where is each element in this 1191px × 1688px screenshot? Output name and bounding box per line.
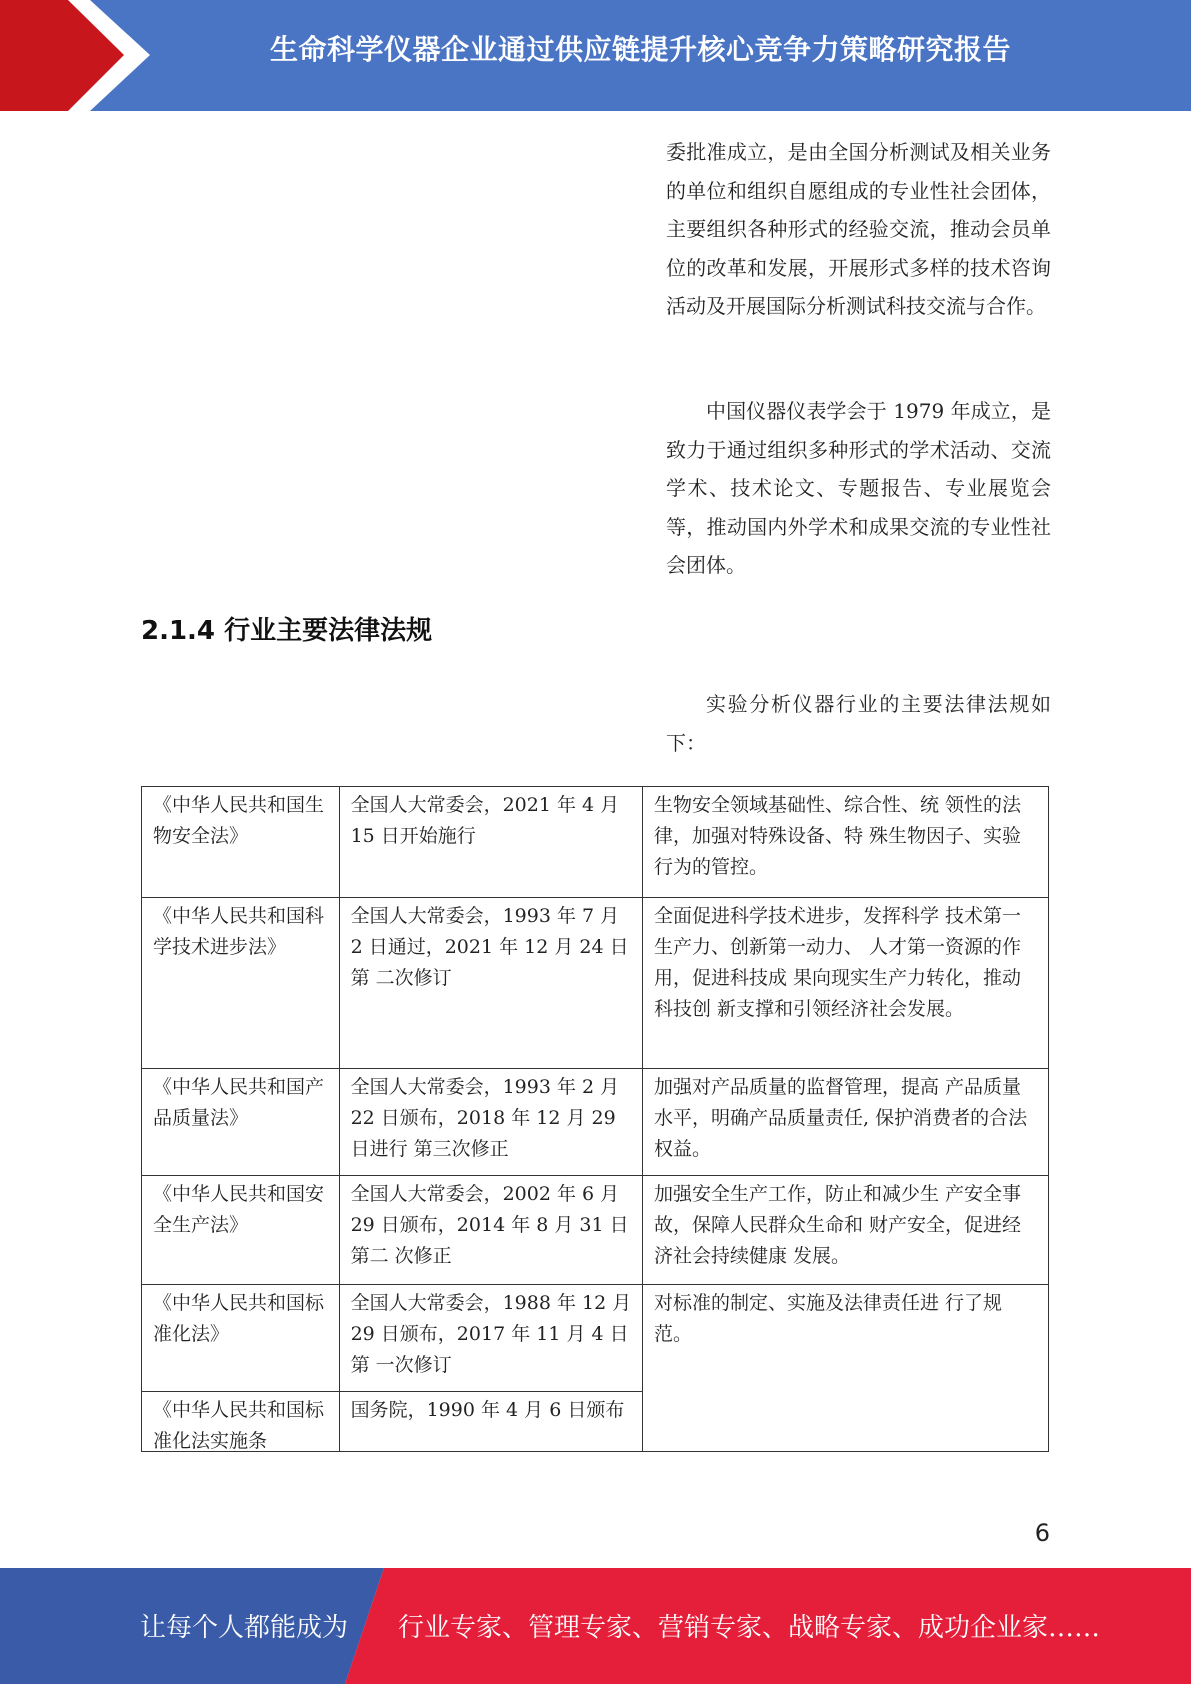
description-cell: 生物安全领域基础性、综合性、统 领性的法律，加强对特殊设备、特 殊生物因子、实验行为的管控。 — [643, 787, 1049, 898]
table-row — [142, 1176, 1049, 1285]
law-name-cell: 《中华人民共和国生 物安全法》 — [142, 787, 340, 898]
authority-cell: 全国人大常委会，1993 年 7 月 2 日通过，2021 年 12 月 24 日第 二次修订 — [339, 898, 642, 1069]
law-name-text: 《中华人民共和国标 准化法实施条 — [153, 1399, 325, 1451]
description-cell: 对标准的制定、实施及法律责任进 行了规范。 — [643, 1285, 1049, 1452]
authority-cell: 全国人大常委会，2021 年 4 月 15 日开始施行 — [339, 787, 642, 898]
footer-slogan-right: 行业专家、管理专家、营销专家、战略专家、成功企业家…… — [398, 1613, 1101, 1643]
paragraph-intro — [666, 685, 1051, 762]
table-row — [142, 1285, 1049, 1392]
section-heading: 2.1.4 行业主要法律法规 — [141, 616, 433, 646]
laws-table — [141, 786, 1049, 1452]
law-name-cell — [142, 1392, 340, 1452]
header-arrow-icon — [0, 0, 160, 111]
table-row — [142, 898, 1049, 1069]
paragraph-text: 实验分析仪器行业的主要法律法规如下： — [666, 692, 1051, 755]
authority-cell: 国务院，1990 年 4 月 6 日颁布 — [339, 1392, 642, 1452]
footer-slogan-left: 让每个人都能成为 — [140, 1613, 349, 1643]
table-row — [142, 1069, 1049, 1176]
law-name-cell: 《中华人民共和国标 准化法》 — [142, 1285, 340, 1392]
law-name-cell: 《中华人民共和国安 全生产法》 — [142, 1176, 340, 1285]
description-cell: 全面促进科学技术进步，发挥科学 技术第一生产力、创新第一动力、 人才第一资源的作用，促进科技成 果向现实生产力转化，推动科技创 新支撑和引领经济社会发展。 — [643, 898, 1049, 1069]
description-cell: 加强安全生产工作，防止和减少生 产安全事故，保障人民群众生命和 财产安全，促进经济社会持续健康 发展。 — [643, 1176, 1049, 1285]
table-row — [142, 787, 1049, 898]
authority-cell: 全国人大常委会，2002 年 6 月 29 日颁布，2014 年 8 月 31 日第二 次修正 — [339, 1176, 642, 1285]
law-name-cell: 《中华人民共和国科 学技术进步法》 — [142, 898, 340, 1069]
paragraph-association — [666, 133, 1051, 326]
law-name-cell: 《中华人民共和国产 品质量法》 — [142, 1069, 340, 1176]
page-number: 6 — [1034, 1519, 1050, 1547]
header-bar — [0, 0, 1191, 111]
description-cell: 加强对产品质量的监督管理，提高 产品质量水平，明确产品质量责任, 保护消费者的合法权益。 — [643, 1069, 1049, 1176]
paragraph-text: 委批准成立，是由全国分析测试及相关业务的单位和组织自愿组成的专业性社会团体，主要组织各种形式的经验交流，推动会员单位的改革和发展，开展形式多样的技术咨询活动及开展国际分析测试科技交流与合作。 — [666, 140, 1051, 318]
authority-cell: 全国人大常委会，1988 年 12 月 29 日颁布，2017 年 11 月 4 日第 一次修订 — [339, 1285, 642, 1392]
footer-banner — [0, 1568, 1191, 1684]
paragraph-instrument-society — [666, 392, 1051, 585]
paragraph-text: 中国仪器仪表学会于 1979 年成立，是致力于通过组织多种形式的学术活动、交流学术、技术论文、专题报告、专业展览会等，推动国内外学术和成果交流的专业性社会团体。 — [666, 399, 1051, 577]
authority-cell: 全国人大常委会，1993 年 2 月 22 日颁布，2018 年 12 月 29 日进行 第三次修正 — [339, 1069, 642, 1176]
report-title: 生命科学仪器企业通过供应链提升核心竞争力策略研究报告 — [269, 33, 1011, 66]
